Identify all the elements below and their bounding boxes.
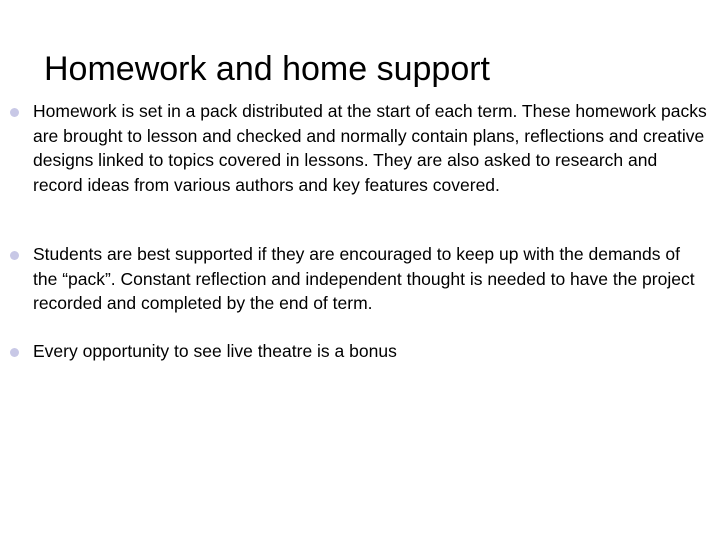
slide-title: Homework and home support	[44, 50, 491, 88]
bullet-dot-icon	[10, 348, 19, 357]
bullet-text: Students are best supported if they are encouraged to keep up with the demands of the “pack”. Constant reflection and independent thought is needed to have the project recorded and completed by the end of term.	[33, 244, 695, 314]
bullet-text: Every opportunity to see live theatre is a bonus	[33, 341, 397, 361]
bullet-dot-icon	[10, 108, 19, 117]
bullet-dot-icon	[10, 251, 19, 260]
bullet-text: Homework is set in a pack distributed at the start of each term. These homework packs are brought to lesson and checked and normally contain plans, reflections and creative designs linked to topics covered in lessons. They are also asked to research and record ideas from various authors and key features covered.	[33, 101, 707, 195]
